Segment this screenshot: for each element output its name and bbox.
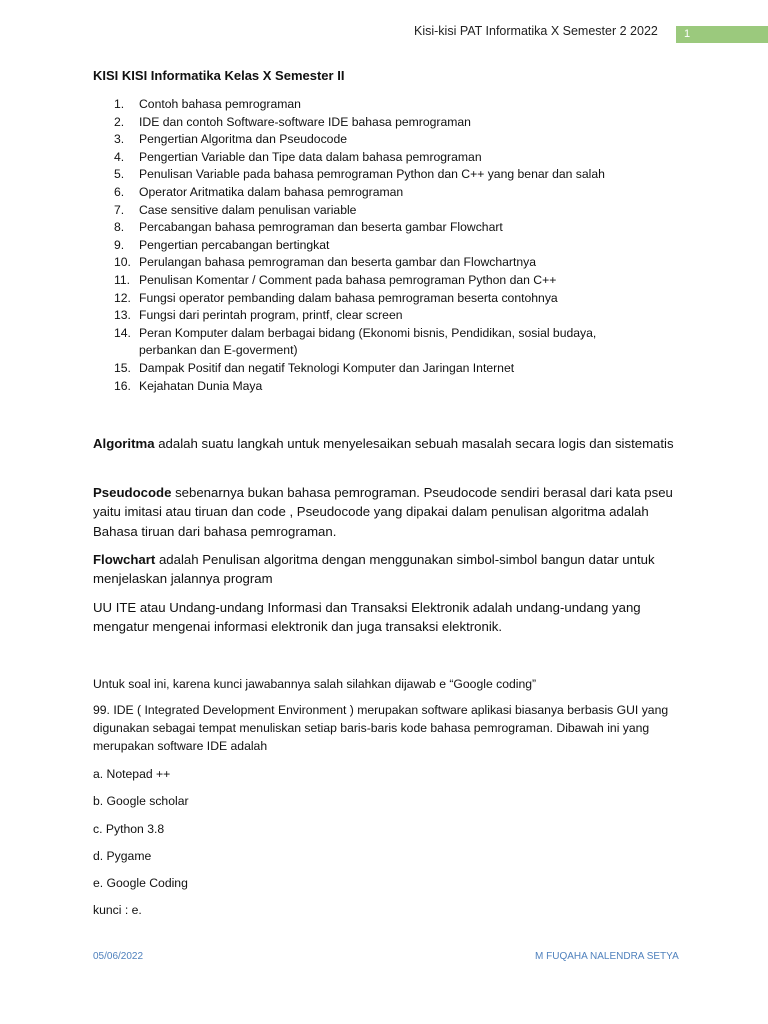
list-item-number: 1. [114, 97, 125, 111]
definition-flowchart-text: adalah Penulisan algoritma dengan menggunakan simbol-simbol bangun datar untuk menjelaskan jalannya program [93, 552, 655, 587]
list-item-number: 11. [114, 272, 131, 287]
list-item [0, 290, 640, 308]
definition-algoritma-text: adalah suatu langkah untuk menyelesaikan sebuah masalah secara logis dan sistematis [154, 436, 674, 451]
list-item-number: 3. [114, 132, 125, 147]
topic-list [0, 96, 768, 395]
list-item [0, 378, 640, 396]
term-algoritma: Algoritma [93, 436, 155, 451]
option-d: d. Pygame [93, 849, 152, 863]
definition-flowchart [93, 550, 683, 589]
list-item-number: 12. [114, 290, 131, 305]
list-item-text: Fungsi operator pembanding dalam bahasa pemrograman beserta contohnya [139, 290, 558, 305]
list-item-text: Contoh bahasa pemrograman [139, 97, 301, 111]
list-item-text: Penulisan Komentar / Comment pada bahasa pemrograman Python dan C++ [139, 272, 557, 287]
list-item-text: Case sensitive dalam penulisan variable [139, 202, 357, 217]
footer-author: M FUQAHA NALENDRA SETYA [535, 951, 679, 962]
list-item [0, 114, 640, 132]
list-item-text: Pengertian percabangan bertingkat [139, 237, 330, 252]
list-item-text: Perulangan bahasa pemrograman dan beserta gambar dan Flowchartnya [139, 255, 537, 270]
list-item-number: 14. [114, 325, 131, 340]
list-item [0, 360, 640, 378]
list-item-text: Peran Komputer dalam berbagai bidang (Ekonomi bisnis, Pendidikan, sosial budaya, perbankan dan E-goverment) [139, 325, 597, 358]
list-item-text: Penulisan Variable pada bahasa pemrograman Python dan C++ yang benar dan salah [139, 167, 605, 182]
list-item-text: Pengertian Variable dan Tipe data dalam bahasa pemrograman [139, 149, 482, 164]
page-number-badge: 1 [676, 26, 768, 43]
list-item [0, 219, 640, 237]
option-e: e. Google Coding [93, 876, 188, 890]
answer-note: Untuk soal ini, karena kunci jawabannya salah silahkan dijawab e “Google coding” [93, 677, 537, 691]
list-item-number: 10. [114, 255, 131, 270]
list-item-number: 9. [114, 237, 125, 252]
list-item-text: Fungsi dari perintah program, printf, clear screen [139, 308, 403, 323]
definition-pseudocode [93, 483, 683, 541]
list-item [0, 131, 640, 149]
list-item [0, 96, 640, 114]
list-item-number: 2. [114, 114, 125, 129]
list-item-number: 6. [114, 184, 125, 199]
list-item [0, 325, 640, 360]
list-item [0, 254, 640, 272]
list-item [0, 307, 640, 325]
list-item-text: Pengertian Algoritma dan Pseudocode [139, 132, 348, 147]
option-c: c. Python 3.8 [93, 822, 165, 836]
list-item-text: Percabangan bahasa pemrograman dan beserta gambar Flowchart [139, 220, 503, 235]
definition-uu-ite: UU ITE atau Undang-undang Informasi dan Transaksi Elektronik adalah undang-undang yang mengatur mengenai informasi elektronik dan juga transaksi elektronik. [93, 600, 641, 635]
footer-date: 05/06/2022 [93, 951, 144, 962]
term-pseudocode: Pseudocode [93, 485, 172, 500]
list-item [0, 237, 640, 255]
question-text: 99. IDE ( Integrated Development Environment ) merupakan software aplikasi biasanya berbasis GUI yang digunakan sebagai tempat menuliskan setiap baris-baris kode bahasa pemrograman. Dibawah ini yang merupakan software IDE adalah [93, 703, 669, 753]
document-title: KISI KISI Informatika Kelas X Semester II [93, 68, 345, 83]
list-item-number: 16. [114, 378, 131, 393]
list-item [0, 272, 640, 290]
list-item-number: 8. [114, 220, 125, 235]
list-item [0, 202, 640, 220]
definition-algoritma [93, 434, 683, 453]
option-b: b. Google scholar [93, 794, 189, 808]
header-title: Kisi-kisi PAT Informatika X Semester 2 2022 [414, 24, 658, 38]
list-item-number: 5. [114, 167, 125, 182]
list-item-text: Kejahatan Dunia Maya [139, 378, 263, 393]
list-item [0, 184, 640, 202]
list-item-text: Operator Aritmatika dalam bahasa pemrograman [139, 184, 404, 199]
list-item-text: Dampak Positif dan negatif Teknologi Komputer dan Jaringan Internet [139, 360, 515, 375]
list-item-number: 4. [114, 149, 125, 164]
option-a: a. Notepad ++ [93, 767, 171, 781]
term-flowchart: Flowchart [93, 552, 156, 567]
list-item-number: 7. [114, 202, 125, 217]
definition-pseudocode-text: sebenarnya bukan bahasa pemrograman. Pseudocode sendiri berasal dari kata pseu yaitu imitasi atau tiruan dan code , Pseudocode yang dipakai dalam penulisan algoritma adalah Bahasa tiruan dari bahasa pemrograman. [93, 485, 673, 539]
list-item-number: 15. [114, 360, 131, 375]
list-item-text: IDE dan contoh Software-software IDE bahasa pemrograman [139, 114, 471, 129]
list-item-number: 13. [114, 308, 131, 323]
list-item [0, 149, 640, 167]
list-item [0, 166, 640, 184]
answer-key: kunci : e. [93, 903, 142, 917]
